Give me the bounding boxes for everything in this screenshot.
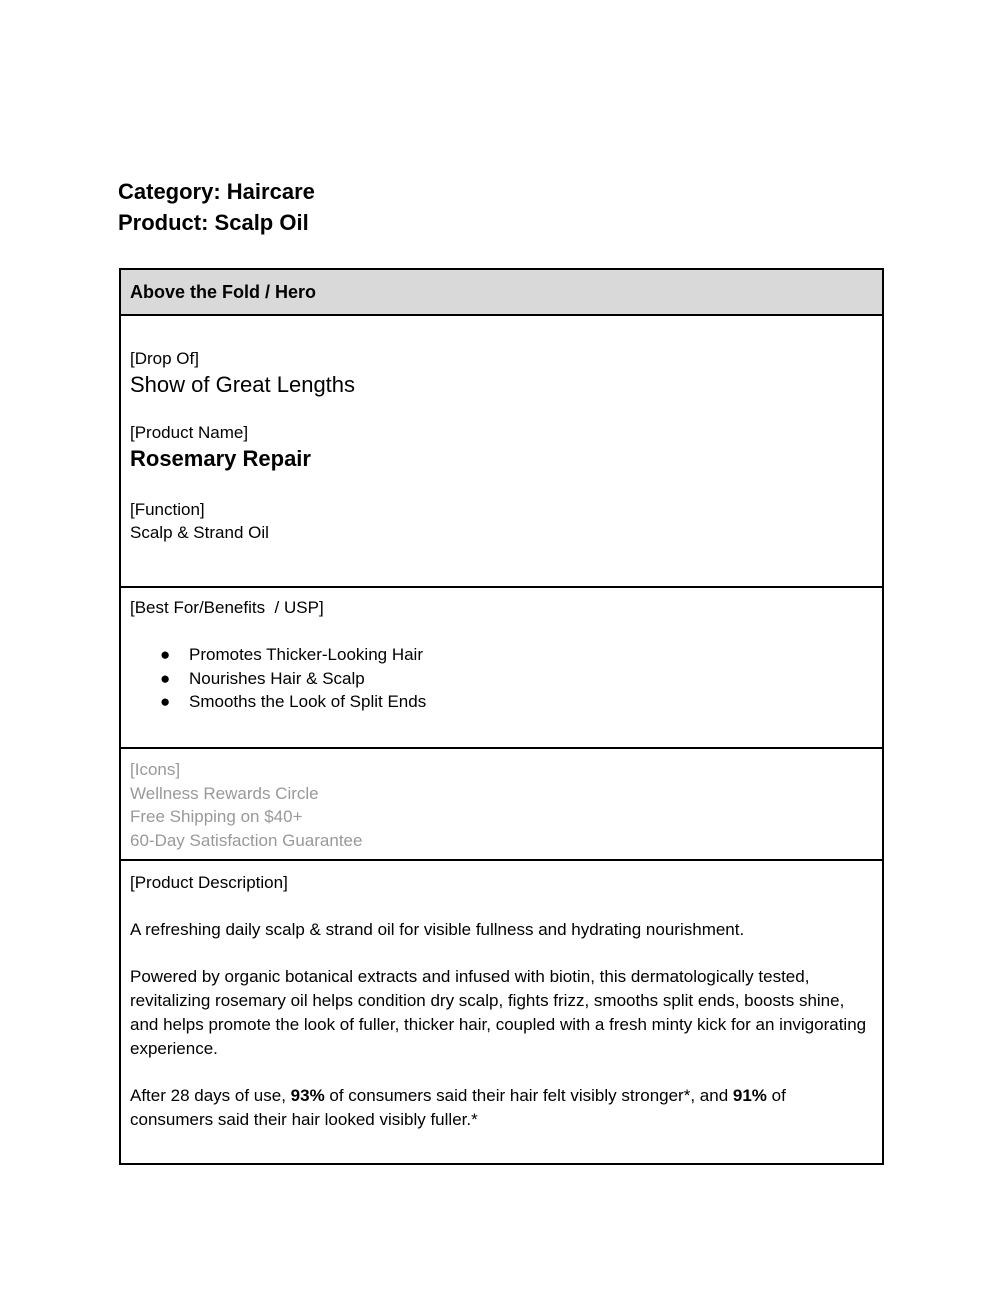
icons-section-cell — [121, 747, 882, 859]
description-label: [Product Description] — [130, 873, 288, 892]
product-name-value: Rosemary Repair — [130, 446, 311, 471]
list-item: ● Nourishes Hair & Scalp — [130, 667, 873, 691]
icon-item-rewards: Wellness Rewards Circle — [130, 783, 319, 803]
product-heading: Product: Scalp Oil — [118, 210, 309, 235]
function-label: [Function] — [130, 500, 205, 519]
description-paragraph-1: A refreshing daily scalp & strand oil for visible fullness and hydrating nourishment. — [130, 920, 745, 939]
bullet-icon: ● — [160, 668, 171, 688]
stat-stronger: 93% — [290, 1086, 325, 1105]
hero-section-title: Above the Fold / Hero — [130, 282, 317, 302]
hero-section-header — [121, 270, 882, 314]
icons-label: [Icons] — [130, 760, 181, 779]
benefits-list — [130, 643, 873, 714]
description-paragraph-3: After 28 days of use, 93% of consumers said their hair felt visibly stronger*, and 91% of consumers said their hair looked visibly fuller.* — [130, 1086, 786, 1129]
description-paragraph-2: Powered by organic botanical extracts and infused with biotin, this dermatologically tested, revitalizing rosemary oil helps condition dry scalp, fights frizz, smooths split ends, boosts shine, and helps promote the look of fuller, thicker hair, coupled with a fresh minty kick for an invigorating experience. — [130, 967, 867, 1058]
product-name-label: [Product Name] — [130, 423, 249, 442]
icon-item-shipping: Free Shipping on $40+ — [130, 807, 303, 826]
bullet-icon: ● — [160, 645, 171, 664]
drop-of-label: [Drop Of] — [130, 349, 199, 368]
description-section-cell — [121, 859, 882, 1163]
bullet-icon: ● — [160, 692, 171, 711]
stat-fuller: 91% — [732, 1086, 767, 1105]
list-item: ● Smooths the Look of Split Ends — [130, 690, 873, 714]
drop-of-value: Show of Great Lengths — [130, 372, 356, 397]
category-heading: Category: Haircare — [118, 179, 315, 204]
document-header — [118, 176, 315, 238]
list-item: ● Promotes Thicker-Looking Hair — [130, 643, 873, 667]
icon-item-guarantee: 60-Day Satisfaction Guarantee — [130, 830, 363, 850]
hero-section-cell — [121, 314, 882, 586]
benefits-section-cell — [121, 586, 882, 747]
function-value: Scalp & Strand Oil — [130, 523, 269, 542]
copy-brief-table — [119, 268, 884, 1165]
benefits-label: [Best For/Benefits / USP] — [130, 598, 324, 617]
